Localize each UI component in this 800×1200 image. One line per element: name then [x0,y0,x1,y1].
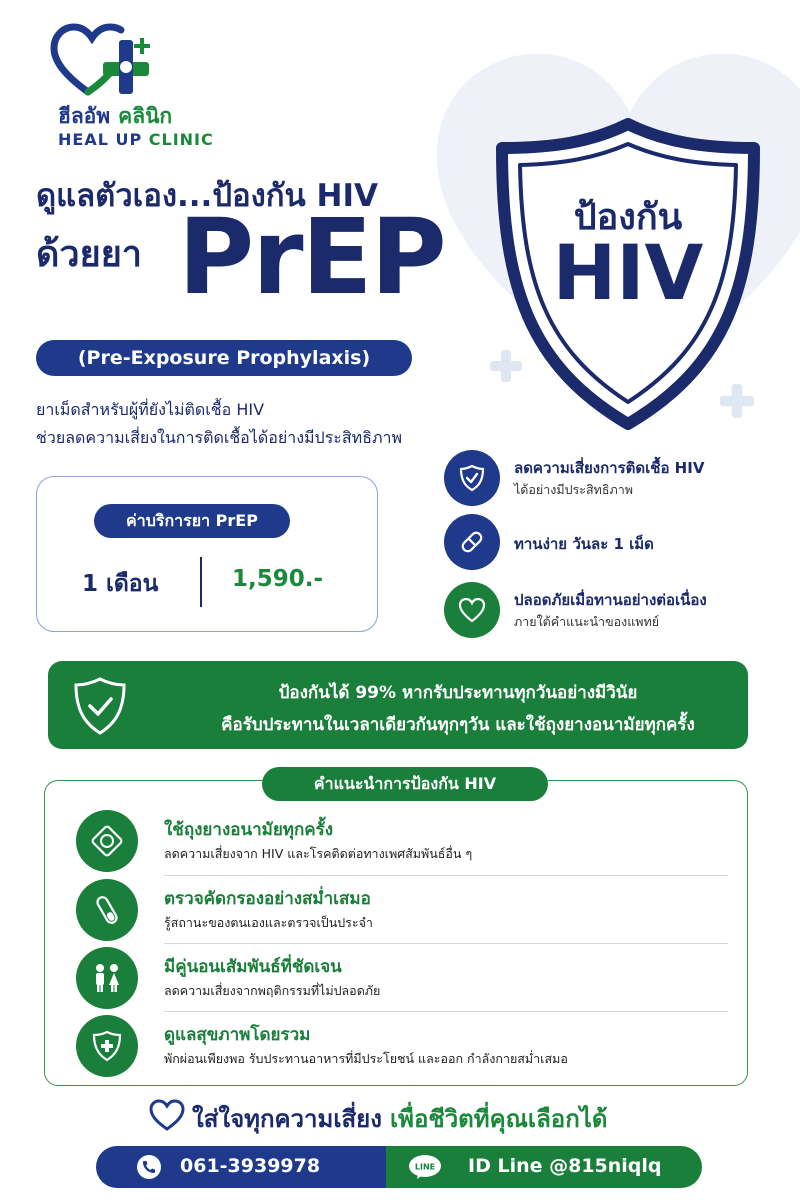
heart-icon [444,582,500,638]
feature-item [444,582,784,642]
feature-title: ทานง่าย วันละ 1 เม็ด [514,535,654,553]
protection-banner [48,661,748,749]
shield-plus-icon [76,1015,138,1077]
tip-divider [164,1011,728,1012]
tip-title: ตรวจคัดกรองอย่างสม่ำเสมอ [164,889,371,909]
phone-icon [136,1154,162,1180]
feature-title: ปลอดภัยเมื่อทานอย่างต่อเนื่อง [514,591,707,609]
test-tube-icon [76,879,138,941]
prevention-tips-title: คำแนะนำการป้องกัน HIV [262,767,548,801]
tip-subtitle: พักผ่อนเพียงพอ รับประทานอาหารที่มีประโยชน์ และออก กำลังกายสม่ำเสมอ [164,1051,568,1066]
line-badge-text: LINE [414,1162,436,1172]
tip-item [76,879,728,945]
price-label: ค่าบริการยา PrEP [94,504,290,538]
tip-title: มีคู่นอนเสัมพันธ์ที่ชัดเจน [164,957,342,977]
logo-english-name [58,130,214,149]
price-amount: 1,590.- [232,566,324,592]
drug-description-line-2: ช่วยลดความเสี่ยงในการติดเชื้อได้อย่างมีประสิทธิภาพ [36,428,403,447]
slogan [148,1099,607,1138]
tip-title: ดูแลสุขภาพโดยรวม [164,1025,311,1045]
price-divider [200,557,202,607]
logo-thai-name [58,100,172,133]
couple-icon [76,947,138,1009]
line-id: ID Line @815niqlq [468,1155,662,1177]
tip-item [76,810,728,876]
feature-item [444,514,784,574]
price-duration: 1 เดือน [82,571,159,597]
shield-text-main: HIV [552,228,704,317]
feature-item [444,450,784,510]
logo-thai-name-part-2: คลินิก [118,104,173,128]
drug-description [36,396,402,452]
tip-divider [164,875,728,876]
shield-text-top: ป้องกัน [573,197,683,238]
tip-divider [164,943,728,944]
tip-item [76,1015,728,1081]
tip-item [76,947,728,1013]
phone-number: 061-3939978 [180,1155,321,1177]
headline-primary: ดูแลตัวเอง...ป้องกัน HIV [36,178,378,214]
line-contact[interactable] [386,1146,702,1188]
logo-thai-name-part-1: ฮีลอัพ [58,104,111,128]
shield-check-icon [444,450,500,506]
tip-subtitle: ลดความเสี่ยงจาก HIV และโรคติดต่อทางเพศสัมพันธ์อื่น ๆ [164,846,473,861]
drug-name: PrEP [178,196,445,318]
banner-line-2: คือรับประทานในเวลาเดียวกันทุกๆวัน และใช้ถุงยางอนามัยทุกครั้ง [221,715,695,735]
price-card [36,476,378,632]
logo-english-name-part-1: HEAL UP [58,130,143,149]
tip-subtitle: ลดความเสี่ยงจากพฤติกรรมที่ไม่ปลอดภัย [164,983,381,998]
phone-contact[interactable] [96,1146,386,1188]
feature-subtitle: ภายใต้คำแนะนำของแพทย์ [514,614,660,629]
condom-icon [76,810,138,872]
clinic-logo [48,18,168,98]
feature-title: ลดความเสี่ยงการติดเชื้อ HIV [514,459,705,477]
slogan-part-1: ใส่ใจทุกความเสี่ยง [192,1105,382,1133]
tip-subtitle: รู้สถานะของตนเองและตรวจเป็นประจำ [164,915,373,930]
logo-english-name-part-2: CLINIC [148,130,214,149]
banner-line-1: ป้องกันได้ 99% หากรับประทานทุกวันอย่างมีวินัย [278,683,638,703]
heart-plus-logo-icon [48,18,168,98]
pill-icon [444,514,500,570]
slogan-part-2: เพื่อชีวิตที่คุณเลือกได้ [389,1105,608,1133]
feature-subtitle: ได้อย่างมีประสิทธิภาพ [514,482,633,497]
line-app-icon [408,1154,442,1180]
shield-check-icon [70,675,130,737]
contact-bar [96,1146,702,1188]
drug-fullname-pill: (Pre-Exposure Prophylaxis) [36,340,412,376]
headline-secondary: ด้วยยา [36,234,142,275]
drug-description-line-1: ยาเม็ดสำหรับผู้ที่ยังไม่ติดเชื้อ HIV [36,400,265,419]
tip-title: ใช้ถุงยางอนามัยทุกครั้ง [164,820,334,840]
